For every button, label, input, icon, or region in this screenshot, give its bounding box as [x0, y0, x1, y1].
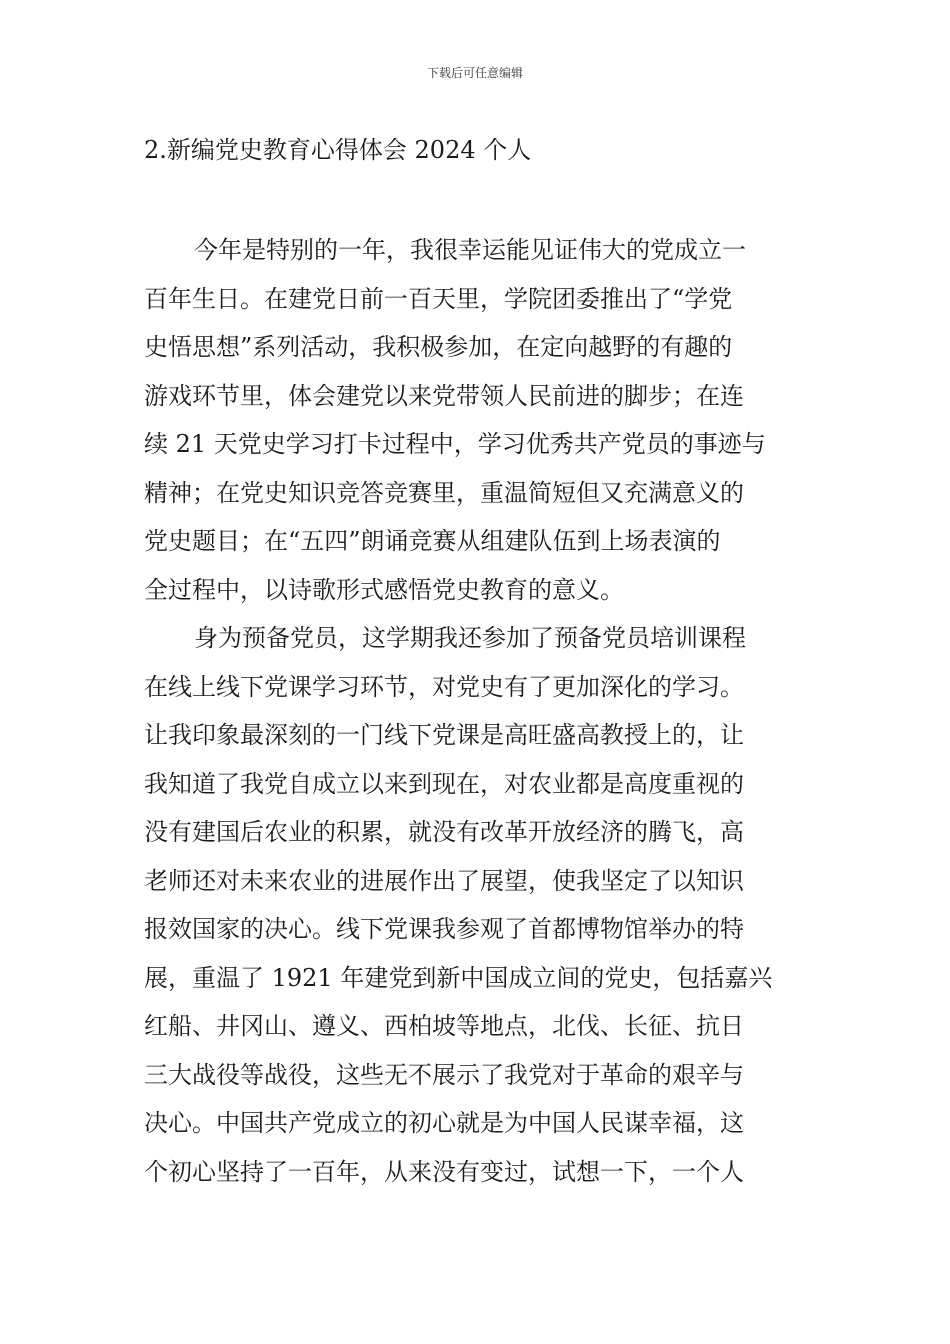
- text-line: 游戏环节里，体会建党以来党带领人民前进的脚步；在连: [144, 381, 744, 410]
- text-line: 身为预备党员，这学期我还参加了预备党员培训课程: [194, 624, 746, 652]
- body-text: [144, 226, 808, 1196]
- text-line: 三大战役等战役，这些无不展示了我党对于革命的艰辛与: [144, 1060, 744, 1089]
- text-line: 让我印象最深刻的一门线下党课是高旺盛高教授上的，让: [144, 721, 744, 749]
- text-line: 个初心坚持了一百年，从来没有变过，试想一下，一个人: [144, 1157, 744, 1186]
- text-line: 决心。中国共产党成立的初心就是为中国人民谋幸福，这: [144, 1109, 744, 1137]
- text-line: 报效国家的决心。线下党课我参观了首都博物馆举办的特: [144, 915, 744, 943]
- text-line: 红船、井冈山、遵义、西柏坡等地点，北伐、长征、抗日: [144, 1012, 744, 1040]
- text-line: 老师还对未来农业的进展作出了展望，使我坚定了以知识: [144, 866, 744, 895]
- text-line: 我知道了我党自成立以来到现在，对农业都是高度重视的: [144, 769, 744, 798]
- text-line: 展，重温了 1921 年建党到新中国成立间的党史，包括嘉兴: [144, 963, 773, 992]
- text-line: 百年生日。在建党日前一百天里，学院团委推出了“学党: [144, 284, 733, 313]
- text-line: 没有建国后农业的积累，就没有改革开放经济的腾飞，高: [144, 818, 744, 846]
- text-line: 全过程中，以诗歌形式感悟党史教育的意义。: [144, 575, 624, 604]
- text-line: 在线上线下党课学习环节，对党史有了更加深化的学习。: [144, 672, 744, 701]
- header-note: 下载后可任意编辑: [426, 66, 523, 80]
- text-line: 党史题目；在“五四”朗诵竞赛从组建队伍到上场表演的: [144, 527, 721, 555]
- text-line: 今年是特别的一年，我很幸运能见证伟大的党成立一: [194, 236, 746, 264]
- text-line: 史悟思想”系列活动，我积极参加，在定向越野的有趣的: [144, 333, 733, 361]
- text-line: 精神；在党史知识竞答竞赛里，重温简短但又充满意义的: [144, 478, 744, 507]
- text-line: 续 21 天党史学习打卡过程中，学习优秀共产党员的事迹与: [144, 430, 766, 458]
- document-title: 2.新编党史教育心得体会 2024 个人: [144, 136, 532, 164]
